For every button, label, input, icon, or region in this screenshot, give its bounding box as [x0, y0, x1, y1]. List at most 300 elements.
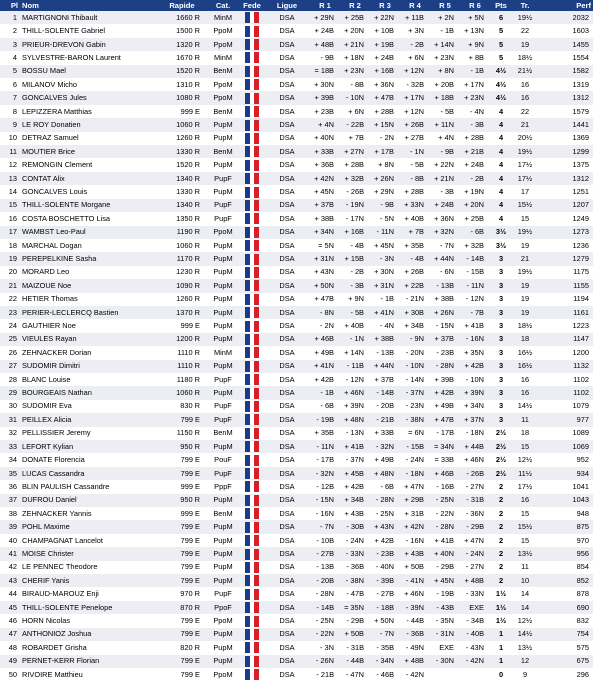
- round-2-cell: - 5B: [340, 306, 370, 319]
- player-name[interactable]: BOURGEAIS Nathan: [20, 386, 158, 399]
- round-1-cell: + 42N: [310, 172, 340, 185]
- league-cell: DSA: [264, 65, 310, 78]
- round-6-cell: + 23N: [460, 91, 490, 104]
- category-cell: PupF: [206, 212, 240, 225]
- points-cell: 3: [490, 293, 512, 306]
- standings-body: [0, 11, 593, 681]
- header-perf[interactable]: Perf: [538, 0, 593, 11]
- round-2-cell: + 48N: [340, 413, 370, 426]
- round-2-cell: - 31B: [340, 641, 370, 654]
- round-6-cell: - 7B: [460, 306, 490, 319]
- points-cell: 1½: [490, 614, 512, 627]
- round-1-cell: - 13B: [310, 561, 340, 574]
- round-6-cell: - 43N: [460, 641, 490, 654]
- player-name[interactable]: RIVOIRE Matthieu: [20, 668, 158, 681]
- tiebreak-cell: 16: [512, 386, 538, 399]
- round-5-cell: - 17B: [430, 427, 460, 440]
- round-5-cell: + 24B: [430, 199, 460, 212]
- round-2-cell: + 41B: [340, 440, 370, 453]
- player-name[interactable]: HETIER Thomas: [20, 293, 158, 306]
- player-name[interactable]: CHERIF Yanis: [20, 574, 158, 587]
- category-cell: PupF: [206, 172, 240, 185]
- points-cell: 2½: [490, 453, 512, 466]
- player-name[interactable]: SUDOMIR Dimitri: [20, 360, 158, 373]
- player-name[interactable]: LEPIZZERA Matthias: [20, 105, 158, 118]
- league-cell: DSA: [264, 386, 310, 399]
- round-3-cell: - 13B: [370, 346, 400, 359]
- rank-cell: 38: [0, 507, 20, 520]
- rank-cell: 42: [0, 561, 20, 574]
- france-flag-icon: [245, 240, 259, 251]
- round-4-cell: + 40B: [400, 212, 430, 225]
- rank-cell: 2: [0, 24, 20, 37]
- france-flag-icon: [245, 39, 259, 50]
- round-2-cell: + 27N: [340, 145, 370, 158]
- player-name[interactable]: PERIER-LECLERCQ Bastien: [20, 306, 158, 319]
- points-cell: 4: [490, 145, 512, 158]
- france-flag-icon: [245, 495, 259, 506]
- tiebreak-cell: 19½: [512, 145, 538, 158]
- round-2-cell: + 9N: [340, 293, 370, 306]
- performance-cell: 675: [538, 655, 593, 668]
- performance-cell: 1375: [538, 158, 593, 171]
- round-4-cell: + 42N: [400, 520, 430, 533]
- rapid-rating-cell: 1340 R: [158, 199, 206, 212]
- performance-cell: 1603: [538, 24, 593, 37]
- table-row: [0, 333, 593, 346]
- round-4-cell: + 48B: [400, 655, 430, 668]
- points-cell: 4½: [490, 91, 512, 104]
- table-row: [0, 65, 593, 78]
- table-row: [0, 279, 593, 292]
- header-tr[interactable]: Tr.: [512, 0, 538, 11]
- round-6-cell: - 16N: [460, 333, 490, 346]
- points-cell: 2½: [490, 467, 512, 480]
- round-3-cell: - 40N: [370, 561, 400, 574]
- rank-cell: 13: [0, 172, 20, 185]
- rapid-rating-cell: 999 E: [158, 480, 206, 493]
- round-6-cell: - 3B: [460, 118, 490, 131]
- round-1-cell: - 12B: [310, 480, 340, 493]
- round-3-cell: + 42B: [370, 534, 400, 547]
- header-r4[interactable]: R 4: [400, 0, 430, 11]
- table-row: [0, 547, 593, 560]
- rapid-rating-cell: 1190 R: [158, 226, 206, 239]
- performance-cell: 754: [538, 628, 593, 641]
- player-name[interactable]: MAIZOUE Noe: [20, 279, 158, 292]
- round-1-cell: + 31N: [310, 252, 340, 265]
- round-6-cell: - 14B: [460, 252, 490, 265]
- round-6-cell: - 1B: [460, 65, 490, 78]
- round-3-cell: - 18B: [370, 601, 400, 614]
- round-6-cell: + 20N: [460, 199, 490, 212]
- fede-cell: [240, 78, 264, 91]
- performance-cell: 1249: [538, 212, 593, 225]
- league-cell: DSA: [264, 440, 310, 453]
- rapid-rating-cell: 1310 R: [158, 78, 206, 91]
- round-1-cell: - 21B: [310, 668, 340, 681]
- round-5-cell: - 35N: [430, 614, 460, 627]
- rank-cell: 47: [0, 628, 20, 641]
- table-row: [0, 199, 593, 212]
- round-5-cell: + 22N: [430, 158, 460, 171]
- round-6-cell: - 34B: [460, 614, 490, 627]
- round-1-cell: - 25N: [310, 614, 340, 627]
- category-cell: BenM: [206, 65, 240, 78]
- round-6-cell: [460, 668, 490, 681]
- round-1-cell: = 5N: [310, 239, 340, 252]
- fede-cell: [240, 480, 264, 493]
- france-flag-icon: [245, 388, 259, 399]
- tiebreak-cell: 19: [512, 239, 538, 252]
- round-5-cell: + 47B: [430, 413, 460, 426]
- rank-cell: 32: [0, 427, 20, 440]
- player-name[interactable]: GAUTHIER Noe: [20, 319, 158, 332]
- table-row: [0, 226, 593, 239]
- points-cell: 1: [490, 641, 512, 654]
- header-ligue[interactable]: Ligue: [264, 0, 310, 11]
- header-r3[interactable]: R 3: [370, 0, 400, 11]
- player-name[interactable]: MARTIGNONI Thibault: [20, 11, 158, 24]
- round-3-cell: + 16B: [370, 65, 400, 78]
- points-cell: 2: [490, 494, 512, 507]
- round-3-cell: + 50N: [370, 614, 400, 627]
- tiebreak-cell: 21½: [512, 65, 538, 78]
- round-1-cell: + 29N: [310, 11, 340, 24]
- round-3-cell: - 1B: [370, 293, 400, 306]
- round-1-cell: - 6B: [310, 400, 340, 413]
- player-name[interactable]: GONCALVES Jules: [20, 91, 158, 104]
- table-row: [0, 655, 593, 668]
- france-flag-icon: [245, 455, 259, 466]
- category-cell: PupM: [206, 185, 240, 198]
- round-2-cell: - 26B: [340, 185, 370, 198]
- france-flag-icon: [245, 106, 259, 117]
- france-flag-icon: [245, 254, 259, 265]
- points-cell: 3: [490, 279, 512, 292]
- rapid-rating-cell: 830 R: [158, 400, 206, 413]
- header-nom[interactable]: Nom: [20, 0, 158, 11]
- round-3-cell: + 49B: [370, 453, 400, 466]
- category-cell: PupM: [206, 494, 240, 507]
- player-name[interactable]: COSTA BOSCHETTO Lisa: [20, 212, 158, 225]
- rapid-rating-cell: 1110 R: [158, 346, 206, 359]
- round-4-cell: - 21N: [400, 293, 430, 306]
- rapid-rating-cell: 799 E: [158, 467, 206, 480]
- table-row: [0, 306, 593, 319]
- header-r2[interactable]: R 2: [340, 0, 370, 11]
- player-name[interactable]: PEILLEX Alicia: [20, 413, 158, 426]
- round-1-cell: + 39B: [310, 91, 340, 104]
- round-5-cell: - 28N: [430, 520, 460, 533]
- round-1-cell: + 42B: [310, 373, 340, 386]
- player-name[interactable]: MOISE Christer: [20, 547, 158, 560]
- header-r5[interactable]: R 5: [430, 0, 460, 11]
- performance-cell: 1147: [538, 333, 593, 346]
- league-cell: DSA: [264, 360, 310, 373]
- france-flag-icon: [245, 522, 259, 533]
- tiebreak-cell: 16: [512, 494, 538, 507]
- player-name[interactable]: LE PENNEC Theodore: [20, 561, 158, 574]
- category-cell: PupM: [206, 655, 240, 668]
- rank-cell: 3: [0, 38, 20, 51]
- player-name[interactable]: GONCALVES Louis: [20, 185, 158, 198]
- header-pl[interactable]: Pl: [0, 0, 20, 11]
- round-2-cell: + 42B: [340, 480, 370, 493]
- round-5-cell: + 14N: [430, 38, 460, 51]
- player-name[interactable]: REMONGIN Clement: [20, 158, 158, 171]
- table-row: [0, 427, 593, 440]
- player-name[interactable]: PERNET-KERR Florian: [20, 655, 158, 668]
- round-5-cell: + 2N: [430, 11, 460, 24]
- tiebreak-cell: 14: [512, 587, 538, 600]
- performance-cell: 948: [538, 507, 593, 520]
- header-cat[interactable]: Cat.: [206, 0, 240, 11]
- player-name[interactable]: PEREPELKINE Sasha: [20, 252, 158, 265]
- player-name[interactable]: THILL-SOLENTE Morgane: [20, 199, 158, 212]
- player-name[interactable]: ROBARDET Grisha: [20, 641, 158, 654]
- round-6-cell: + 34N: [460, 400, 490, 413]
- round-3-cell: - 23B: [370, 547, 400, 560]
- round-4-cell: + 12N: [400, 65, 430, 78]
- category-cell: PpoM: [206, 24, 240, 37]
- rank-cell: 43: [0, 574, 20, 587]
- player-name[interactable]: DONATE Florencia: [20, 453, 158, 466]
- fede-cell: [240, 293, 264, 306]
- round-2-cell: - 11B: [340, 360, 370, 373]
- round-1-cell: + 37B: [310, 199, 340, 212]
- round-5-cell: + 37B: [430, 333, 460, 346]
- league-cell: DSA: [264, 333, 310, 346]
- category-cell: MinM: [206, 346, 240, 359]
- rank-cell: 22: [0, 293, 20, 306]
- table-row: [0, 587, 593, 600]
- tiebreak-cell: 15: [512, 440, 538, 453]
- rank-cell: 49: [0, 655, 20, 668]
- rank-cell: 46: [0, 614, 20, 627]
- player-name[interactable]: ZEHNACKER Dorian: [20, 346, 158, 359]
- fede-cell: [240, 65, 264, 78]
- round-3-cell: - 6B: [370, 480, 400, 493]
- round-5-cell: - 13B: [430, 279, 460, 292]
- france-flag-icon: [245, 280, 259, 291]
- rank-cell: 8: [0, 105, 20, 118]
- fede-cell: [240, 614, 264, 627]
- round-3-cell: - 28N: [370, 494, 400, 507]
- fede-cell: [240, 51, 264, 64]
- rapid-rating-cell: 799 E: [158, 655, 206, 668]
- rapid-rating-cell: 820 R: [158, 641, 206, 654]
- player-name[interactable]: DUFROU Daniel: [20, 494, 158, 507]
- round-5-cell: + 4N: [430, 132, 460, 145]
- player-name[interactable]: MOUTIER Brice: [20, 145, 158, 158]
- category-cell: PpoM: [206, 668, 240, 681]
- player-name[interactable]: PELLISSIER Jeremy: [20, 427, 158, 440]
- player-name[interactable]: BLIN PAULISH Cassandre: [20, 480, 158, 493]
- league-cell: DSA: [264, 507, 310, 520]
- player-name[interactable]: HORN Nicolas: [20, 614, 158, 627]
- rapid-rating-cell: 799 E: [158, 574, 206, 587]
- fede-cell: [240, 655, 264, 668]
- player-name[interactable]: MILANOV Micho: [20, 78, 158, 91]
- france-flag-icon: [245, 629, 259, 640]
- tiebreak-cell: 14: [512, 601, 538, 614]
- tiebreak-cell: 17½: [512, 480, 538, 493]
- fede-cell: [240, 185, 264, 198]
- table-row: [0, 293, 593, 306]
- tiebreak-cell: 12½: [512, 614, 538, 627]
- round-2-cell: - 12N: [340, 373, 370, 386]
- player-name[interactable]: POHL Maxime: [20, 520, 158, 533]
- player-name[interactable]: ZEHNACKER Yannis: [20, 507, 158, 520]
- fede-cell: [240, 212, 264, 225]
- player-name[interactable]: LEFORT Kylian: [20, 440, 158, 453]
- category-cell: PupF: [206, 373, 240, 386]
- round-1-cell: = 18B: [310, 65, 340, 78]
- rank-cell: 31: [0, 413, 20, 426]
- round-4-cell: + 11B: [400, 11, 430, 24]
- performance-cell: 952: [538, 453, 593, 466]
- france-flag-icon: [245, 401, 259, 412]
- round-5-cell: - 9B: [430, 145, 460, 158]
- header-r1[interactable]: R 1: [310, 0, 340, 11]
- fede-cell: [240, 494, 264, 507]
- tiebreak-cell: 17: [512, 185, 538, 198]
- player-name[interactable]: CONTAT Alix: [20, 172, 158, 185]
- tiebreak-cell: 21: [512, 118, 538, 131]
- rank-cell: 44: [0, 587, 20, 600]
- france-flag-icon: [245, 589, 259, 600]
- rank-cell: 17: [0, 226, 20, 239]
- round-5-cell: - 15N: [430, 319, 460, 332]
- player-name[interactable]: LE ROY Donatien: [20, 118, 158, 131]
- player-name[interactable]: WAMBST Leo-Paul: [20, 226, 158, 239]
- table-row: [0, 413, 593, 426]
- round-4-cell: - 32B: [400, 78, 430, 91]
- round-1-cell: - 19B: [310, 413, 340, 426]
- round-1-cell: + 46B: [310, 333, 340, 346]
- round-6-cell: + 35N: [460, 346, 490, 359]
- player-name[interactable]: DETRAZ Samuel: [20, 132, 158, 145]
- round-4-cell: - 2B: [400, 38, 430, 51]
- player-name[interactable]: PRIEUR-DREVON Gabin: [20, 38, 158, 51]
- rank-cell: 7: [0, 91, 20, 104]
- round-2-cell: - 30B: [340, 520, 370, 533]
- fede-cell: [240, 641, 264, 654]
- round-5-cell: + 8N: [430, 65, 460, 78]
- points-cell: 3: [490, 333, 512, 346]
- table-row: [0, 574, 593, 587]
- performance-cell: 1273: [538, 226, 593, 239]
- round-4-cell: + 22B: [400, 279, 430, 292]
- round-1-cell: + 48B: [310, 38, 340, 51]
- round-5-cell: + 20B: [430, 78, 460, 91]
- tiebreak-cell: 18: [512, 333, 538, 346]
- rank-cell: 45: [0, 601, 20, 614]
- header-r6[interactable]: R 6: [460, 0, 490, 11]
- round-2-cell: - 44B: [340, 655, 370, 668]
- points-cell: 2: [490, 574, 512, 587]
- round-1-cell: - 26N: [310, 655, 340, 668]
- round-1-cell: - 14B: [310, 601, 340, 614]
- round-4-cell: - 24N: [400, 453, 430, 466]
- player-name[interactable]: BLANC Louise: [20, 373, 158, 386]
- points-cell: 4: [490, 199, 512, 212]
- player-name[interactable]: THILL-SOLENTE Gabriel: [20, 24, 158, 37]
- rank-cell: 48: [0, 641, 20, 654]
- round-4-cell: + 43B: [400, 547, 430, 560]
- points-cell: 2: [490, 507, 512, 520]
- header-pts[interactable]: Pts: [490, 0, 512, 11]
- performance-cell: 1041: [538, 480, 593, 493]
- player-name[interactable]: ANTHONIOZ Joshua: [20, 628, 158, 641]
- player-name[interactable]: SUDOMIR Eva: [20, 400, 158, 413]
- points-cell: 4½: [490, 65, 512, 78]
- round-4-cell: + 47N: [400, 480, 430, 493]
- round-1-cell: + 49B: [310, 346, 340, 359]
- rank-cell: 6: [0, 78, 20, 91]
- tiebreak-cell: 19½: [512, 11, 538, 24]
- round-1-cell: + 40N: [310, 132, 340, 145]
- round-2-cell: - 10N: [340, 91, 370, 104]
- france-flag-icon: [245, 575, 259, 586]
- table-row: [0, 145, 593, 158]
- rapid-rating-cell: 1260 R: [158, 132, 206, 145]
- round-3-cell: - 21B: [370, 413, 400, 426]
- player-name[interactable]: BIRAUD-MAROUZ Enji: [20, 587, 158, 600]
- player-name[interactable]: THILL-SOLENTE Penelope: [20, 601, 158, 614]
- round-5-cell: + 11N: [430, 118, 460, 131]
- round-1-cell: - 3N: [310, 641, 340, 654]
- france-flag-icon: [245, 187, 259, 198]
- player-name[interactable]: MARCHAL Dogan: [20, 239, 158, 252]
- category-cell: PpoM: [206, 91, 240, 104]
- player-name[interactable]: CHAMPAGNAT Lancelot: [20, 534, 158, 547]
- round-5-cell: + 45N: [430, 574, 460, 587]
- performance-cell: 1089: [538, 427, 593, 440]
- league-cell: DSA: [264, 293, 310, 306]
- header-rapide[interactable]: Rapide: [158, 0, 206, 11]
- fede-cell: [240, 172, 264, 185]
- category-cell: MinM: [206, 51, 240, 64]
- player-name[interactable]: VIEULES Rayan: [20, 333, 158, 346]
- category-cell: PpoM: [206, 226, 240, 239]
- tiebreak-cell: 15: [512, 507, 538, 520]
- player-name[interactable]: SYLVESTRE-BARON Laurent: [20, 51, 158, 64]
- league-cell: DSA: [264, 668, 310, 681]
- table-row: [0, 346, 593, 359]
- round-5-cell: + 44N: [430, 252, 460, 265]
- header-row: [0, 0, 593, 11]
- player-name[interactable]: MORARD Leo: [20, 266, 158, 279]
- rank-cell: 1: [0, 11, 20, 24]
- rapid-rating-cell: 1110 R: [158, 360, 206, 373]
- points-cell: 3: [490, 386, 512, 399]
- round-6-cell: - 24N: [460, 547, 490, 560]
- round-4-cell: + 30B: [400, 306, 430, 319]
- fede-cell: [240, 199, 264, 212]
- table-row: [0, 158, 593, 171]
- table-row: [0, 614, 593, 627]
- player-name[interactable]: BOSSU Mael: [20, 65, 158, 78]
- round-5-cell: + 40N: [430, 547, 460, 560]
- performance-cell: 1312: [538, 91, 593, 104]
- france-flag-icon: [245, 133, 259, 144]
- points-cell: 1: [490, 655, 512, 668]
- table-row: [0, 400, 593, 413]
- header-fede[interactable]: Fede: [240, 0, 264, 11]
- player-name[interactable]: LUCAS Cassandra: [20, 467, 158, 480]
